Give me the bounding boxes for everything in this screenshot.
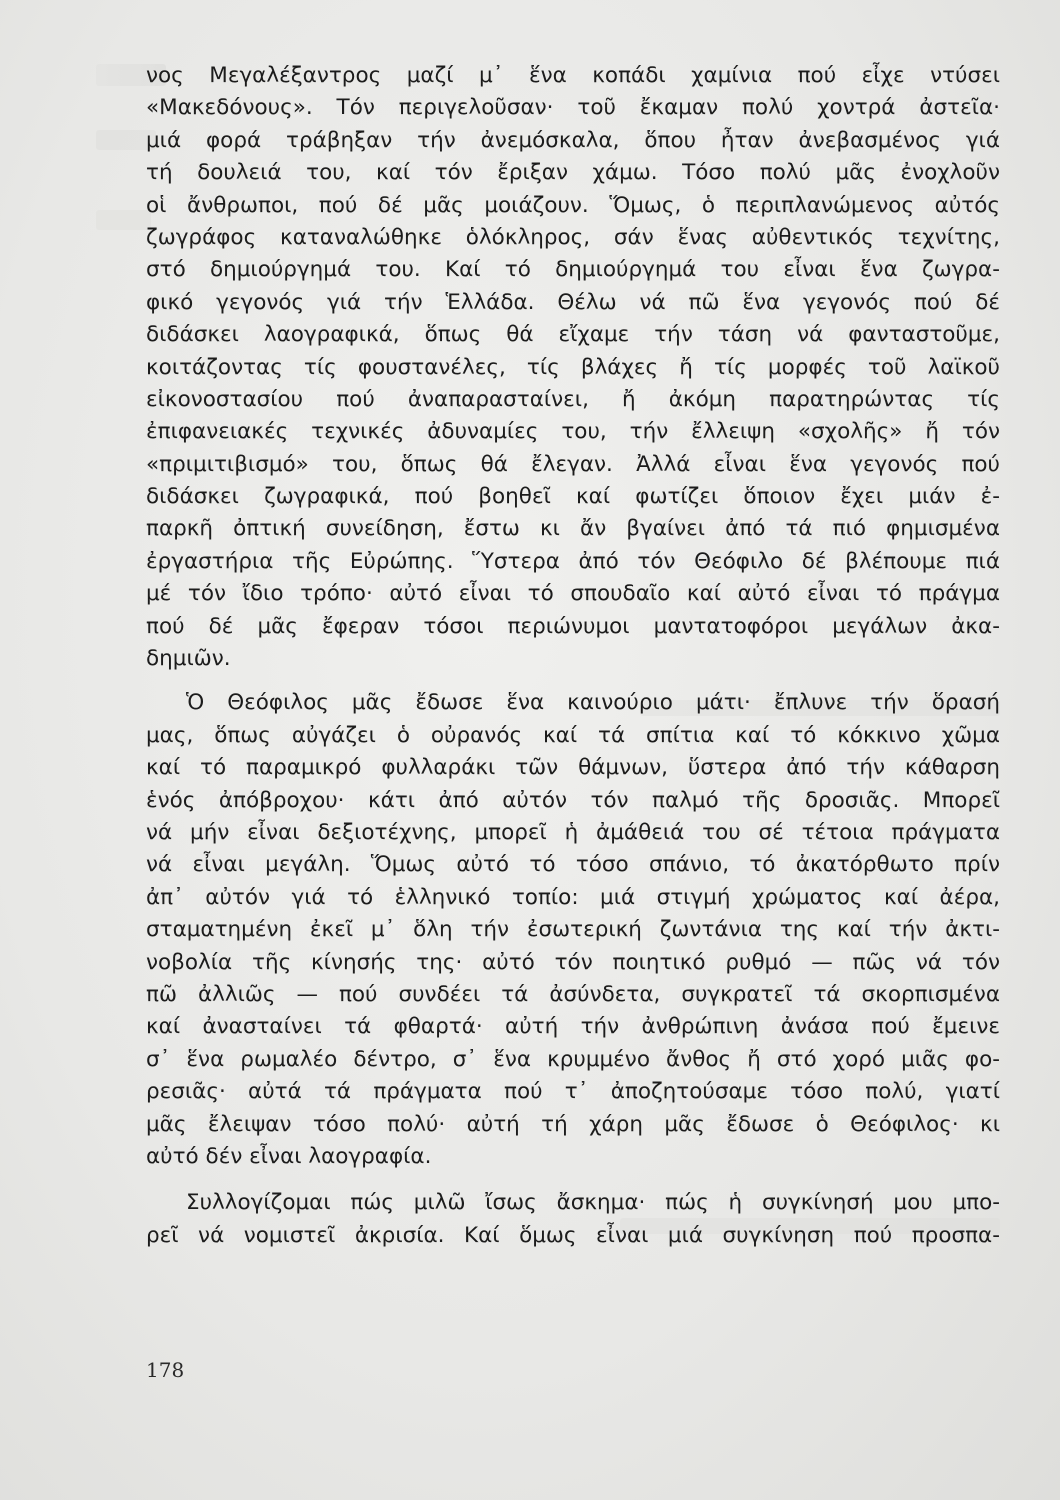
text-line: νοβολία τῆς κίνησής της· αὐτό τόν ποιητικό ρυθμό — πῶς νά τόν [146,949,1000,975]
text-line: σ᾽ ἕνα ρωμαλέο δέντρο, σ᾽ ἕνα κρυμμένο ἄνθος ἤ στό χορό μιᾶς φο- [146,1046,1000,1072]
text-line: σταματημένη ἐκεῖ μ᾽ ὅλη τήν ἐσωτερική ζωντάνια της καί τήν ἀκτι- [146,917,1000,943]
text-line: πῶ ἀλλιῶς — πού συνδέει τά ἀσύνδετα, συγκρατεῖ τά σκορπισμένα [146,981,1000,1007]
text-line: μέ τόν ἴδιο τρόπο· αὐτό εἶναι τό σπουδαῖο καί αὐτό εἶναι τό πράγμα [146,581,1000,607]
text-line: παρκῆ ὀπτική συνείδηση, ἔστω κι ἄν βγαίνει ἀπό τά πιό φημισμένα [146,516,1000,542]
text-line: εἰκονοστασίου πού ἀναπαρασταίνει, ἤ ἀκόμη παρατηρώντας τίς [146,386,1000,412]
text-line: ζωγράφος καταναλώθηκε ὁλόκληρος, σάν ἕνας αὐθεντικός τεχνίτης, [146,224,1000,250]
paragraph-2 [146,687,1000,1173]
text-line: καί ἀνασταίνει τά φθαρτά· αὐτή τήν ἀνθρώπινη ἀνάσα πού ἔμεινε [146,1014,1000,1040]
text-line: διδάσκει ζωγραφικά, πού βοηθεῖ καί φωτίζει ὅποιον ἔχει μιάν ἐ- [146,484,1000,510]
text-line: διδάσκει λαογραφικά, ὅπως θά εἴχαμε τήν τάση νά φανταστοῦμε, [146,322,1000,348]
text-line: μᾶς ἔλειψαν τόσο πολύ· αὐτή τή χάρη μᾶς ἔδωσε ὁ Θεόφιλος· κι [146,1111,1000,1137]
text-line: καί τό παραμικρό φυλλαράκι τῶν θάμνων, ὕστερα ἀπό τήν κάθαρση [146,755,1000,781]
paragraph-3 [146,1187,1000,1252]
text-line: νά εἶναι μεγάλη. Ὅμως αὐτό τό τόσο σπάνιο, τό ἀκατόρθωτο πρίν [146,852,1000,878]
text-line: πού δέ μᾶς ἔφεραν τόσοι περιώνυμοι μαντατοφόροι μεγάλων ἀκα- [146,613,1000,639]
page-number: 178 [146,1358,185,1382]
text-line: μιά φορά τράβηξαν τήν ἀνεμόσκαλα, ὅπου ἦταν ἀνεβασμένος γιά [146,127,1000,153]
text-line: Ὁ Θεόφιλος μᾶς ἔδωσε ἕνα καινούριο μάτι· ἔπλυνε τήν ὅρασή [186,690,1000,716]
bleed-through-mark [96,210,151,230]
text-line: ἑνός ἀπόβροχου· κάτι ἀπό αὐτόν τόν παλμό τῆς δροσιᾶς. Μπορεῖ [146,787,1000,813]
text-line: ρεῖ νά νομιστεῖ ἀκρισία. Καί ὅμως εἶναι μιά συγκίνηση πού προσπα- [146,1222,1000,1248]
text-line: στό δημιούργημά του. Καί τό δημιούργημά του εἶναι ἕνα ζωγρα- [146,257,1000,283]
text-line: νος Μεγαλέξαντρος μαζί μ᾽ ἕνα κοπάδι χαμίνια πού εἶχε ντύσει [146,63,1000,88]
text-line: «Μακεδόνους». Τόν περιγελοῦσαν· τοῦ ἔκαμαν πολύ χοντρά ἀστεῖα· [146,95,1000,121]
text-line: οἱ ἄνθρωποι, πού δέ μᾶς μοιάζουν. Ὅμως, ὁ περιπλανώμενος αὐτός [146,192,1000,218]
text-line: τή δουλειά του, καί τόν ἔριξαν χάμω. Τόσο πολύ μᾶς ἐνοχλοῦν [146,160,1000,186]
text-line: νά μήν εἶναι δεξιοτέχνης, μπορεῖ ἡ ἀμάθειά του σέ τέτοια πράγματα [146,819,1000,845]
paragraph-1 [146,60,1000,675]
text-line: Συλλογίζομαι πώς μιλῶ ἴσως ἄσκημα· πώς ἡ συγκίνησή μου μπο- [186,1190,1000,1216]
text-line: δημιῶν. [146,646,231,672]
text-line: κοιτάζοντας τίς φουστανέλες, τίς βλάχες ἤ τίς μορφές τοῦ λαϊκοῦ [146,354,1000,380]
text-line: ἐργαστήρια τῆς Εὐρώπης. Ὕστερα ἀπό τόν Θεόφιλο δέ βλέπουμε πιά [146,548,1000,574]
text-line: «πριμιτιβισμό» του, ὅπως θά ἔλεγαν. Ἀλλά εἶναι ἕνα γεγονός πού [146,451,1000,477]
text-line: ἐπιφανειακές τεχνικές ἀδυναμίες του, τήν ἔλλειψη «σχολῆς» ἤ τόν [146,419,1000,445]
text-line: ρεσιᾶς· αὐτά τά πράγματα πού τ᾽ ἀποζητούσαμε τόσο πολύ, γιατί [146,1079,1000,1105]
body-text [146,60,1000,1252]
text-line: μας, ὅπως αὐγάζει ὁ οὐρανός καί τά σπίτια καί τό κόκκινο χῶμα [146,722,1000,748]
text-line: αὐτό δέν εἶναι λαογραφία. [146,1143,432,1169]
text-line: φικό γεγονός γιά τήν Ἑλλάδα. Θέλω νά πῶ ἕνα γεγονός πού δέ [146,289,1000,315]
text-line: ἀπ᾽ αὐτόν γιά τό ἑλληνικό τοπίο: μιά στιγμή χρώματος καί ἀέρα, [146,884,1000,910]
